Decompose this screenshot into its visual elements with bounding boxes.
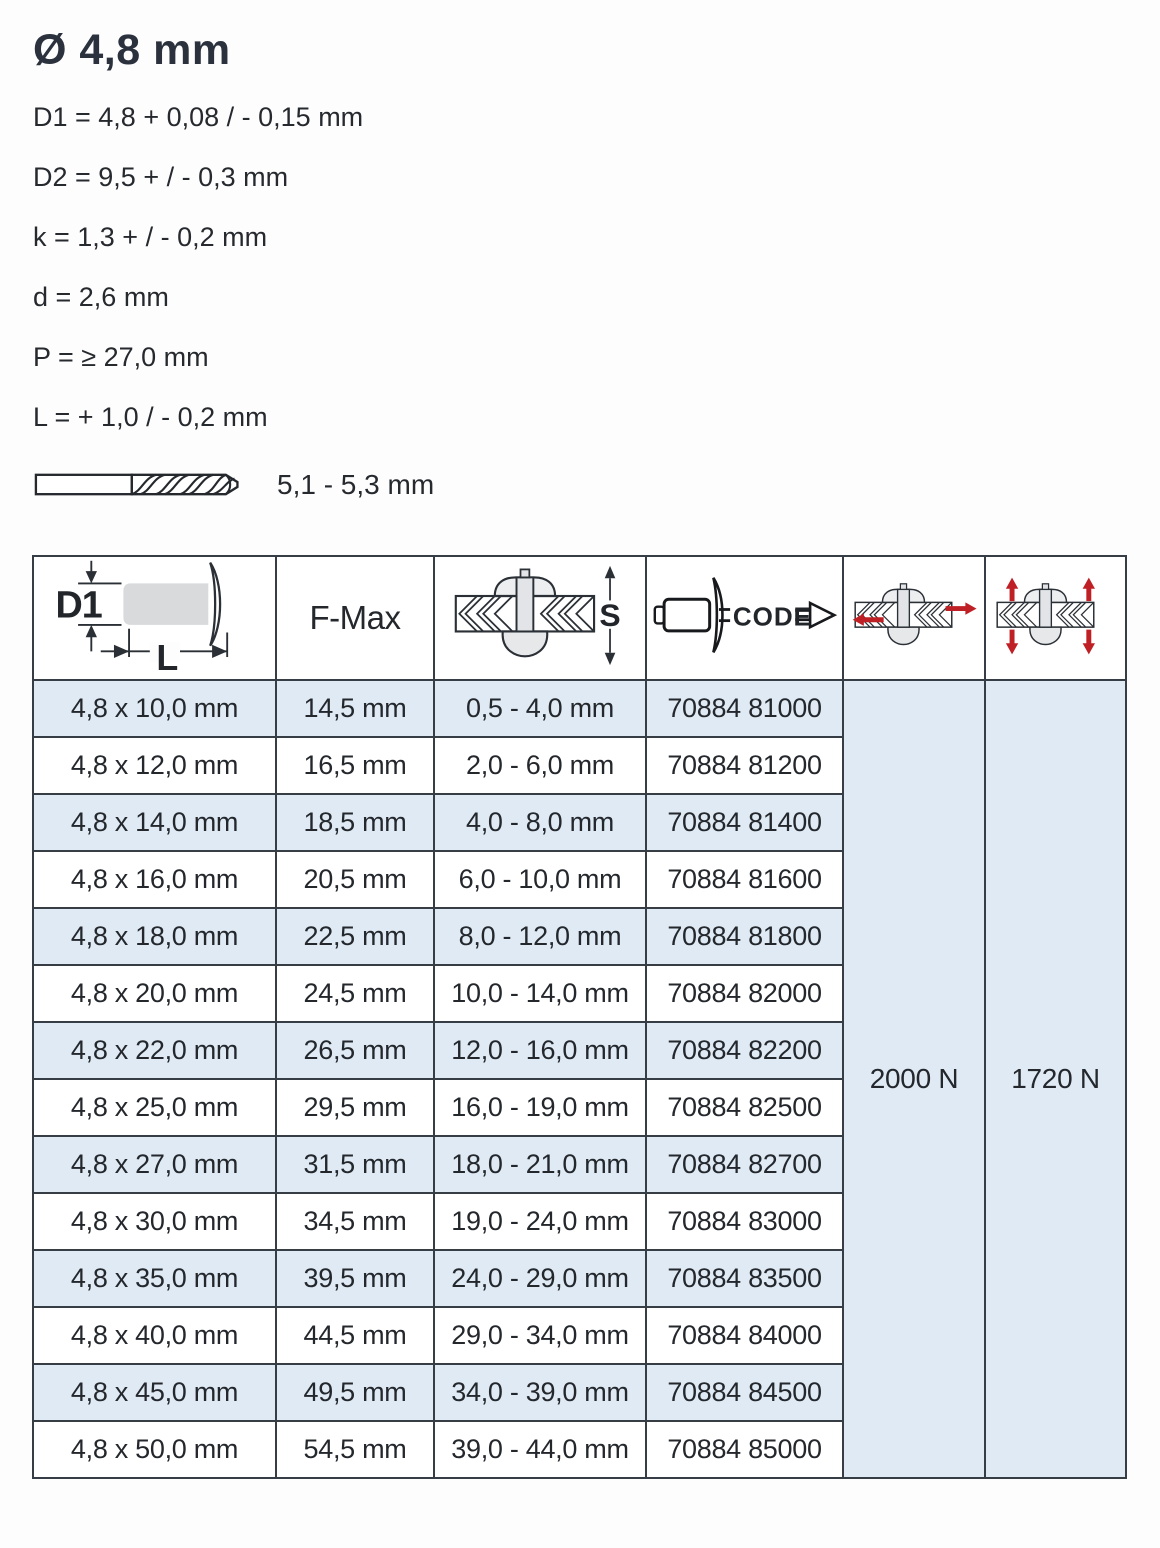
cell-fmax: 24,5 mm xyxy=(276,965,434,1022)
spec-line: d = 2,6 mm xyxy=(33,282,169,312)
cell-size: 4,8 x 22,0 mm xyxy=(33,1022,276,1079)
drill-size-label: 5,1 - 5,3 mm xyxy=(277,468,435,500)
spec-line: k = 1,3 + / - 0,2 mm xyxy=(33,222,268,252)
cell-fmax: 31,5 mm xyxy=(276,1136,434,1193)
cell-code: 70884 82000 xyxy=(646,965,843,1022)
svg-text:D1: D1 xyxy=(54,583,102,626)
spec-line: D1 = 4,8 + 0,08 / - 0,15 mm xyxy=(33,102,364,132)
cell-grip: 39,0 - 44,0 mm xyxy=(434,1421,646,1478)
header-code-diagram xyxy=(646,556,843,680)
svg-text:S: S xyxy=(599,597,621,634)
cell-fmax: 16,5 mm xyxy=(276,737,434,794)
rivet-dimension-icon xyxy=(44,557,266,674)
cell-fmax: 49,5 mm xyxy=(276,1364,434,1421)
cell-code: 70884 81200 xyxy=(646,737,843,794)
header-shear-strength-diagram xyxy=(843,556,985,680)
cell-code: 70884 84000 xyxy=(646,1307,843,1364)
shear-strength-cell: 2000 N xyxy=(843,680,985,1478)
cell-grip: 18,0 - 21,0 mm xyxy=(434,1136,646,1193)
cell-grip: 12,0 - 16,0 mm xyxy=(434,1022,646,1079)
svg-text:CODE: CODE xyxy=(732,600,812,631)
table-header xyxy=(33,556,1126,680)
cell-fmax: 54,5 mm xyxy=(276,1421,434,1478)
header-tensile-strength-diagram xyxy=(985,556,1126,680)
rivet-spec-table xyxy=(32,555,1127,1479)
cell-code: 70884 83000 xyxy=(646,1193,843,1250)
cell-fmax: 22,5 mm xyxy=(276,908,434,965)
cell-fmax: 34,5 mm xyxy=(276,1193,434,1250)
cell-code: 70884 84500 xyxy=(646,1364,843,1421)
rivet-code-icon xyxy=(652,568,838,664)
table-body xyxy=(33,680,1126,1478)
cell-grip: 24,0 - 29,0 mm xyxy=(434,1250,646,1307)
drill-bit-icon xyxy=(33,462,251,507)
cell-grip: 19,0 - 24,0 mm xyxy=(434,1193,646,1250)
spec-line: D2 = 9,5 + / - 0,3 mm xyxy=(33,162,289,192)
cell-fmax: 29,5 mm xyxy=(276,1079,434,1136)
cell-size: 4,8 x 30,0 mm xyxy=(33,1193,276,1250)
header-fmax xyxy=(276,556,434,680)
cell-grip: 2,0 - 6,0 mm xyxy=(434,737,646,794)
header-dimension-diagram xyxy=(33,556,276,680)
cell-code: 70884 81000 xyxy=(646,680,843,737)
cell-fmax: 20,5 mm xyxy=(276,851,434,908)
cell-grip: 16,0 - 19,0 mm xyxy=(434,1079,646,1136)
tensile-strength-icon xyxy=(991,560,1121,672)
cell-code: 70884 82500 xyxy=(646,1079,843,1136)
cell-fmax: 26,5 mm xyxy=(276,1022,434,1079)
cell-fmax: 44,5 mm xyxy=(276,1307,434,1364)
cell-code: 70884 82200 xyxy=(646,1022,843,1079)
svg-text:L: L xyxy=(155,638,178,674)
shear-strength-icon xyxy=(849,560,979,672)
cell-size: 4,8 x 27,0 mm xyxy=(33,1136,276,1193)
cell-size: 4,8 x 35,0 mm xyxy=(33,1250,276,1307)
cell-code: 70884 85000 xyxy=(646,1421,843,1478)
table-row xyxy=(33,680,1126,737)
cell-code: 70884 81800 xyxy=(646,908,843,965)
cell-grip: 4,0 - 8,0 mm xyxy=(434,794,646,851)
grip-range-icon xyxy=(442,557,638,674)
cell-grip: 6,0 - 10,0 mm xyxy=(434,851,646,908)
cell-code: 70884 81600 xyxy=(646,851,843,908)
cell-size: 4,8 x 50,0 mm xyxy=(33,1421,276,1478)
spec-list xyxy=(33,102,434,433)
cell-size: 4,8 x 20,0 mm xyxy=(33,965,276,1022)
cell-grip: 34,0 - 39,0 mm xyxy=(434,1364,646,1421)
spec-line: P = ≥ 27,0 mm xyxy=(33,342,209,372)
cell-grip: 8,0 - 12,0 mm xyxy=(434,908,646,965)
fmax-label: F-Max xyxy=(309,599,401,636)
cell-size: 4,8 x 10,0 mm xyxy=(33,680,276,737)
cell-fmax: 18,5 mm xyxy=(276,794,434,851)
cell-grip: 0,5 - 4,0 mm xyxy=(434,680,646,737)
cell-size: 4,8 x 45,0 mm xyxy=(33,1364,276,1421)
cell-grip: 29,0 - 34,0 mm xyxy=(434,1307,646,1364)
cell-size: 4,8 x 16,0 mm xyxy=(33,851,276,908)
cell-size: 4,8 x 18,0 mm xyxy=(33,908,276,965)
spec-line: L = + 1,0 / - 0,2 mm xyxy=(33,402,268,432)
cell-code: 70884 82700 xyxy=(646,1136,843,1193)
cell-size: 4,8 x 40,0 mm xyxy=(33,1307,276,1364)
spec-section xyxy=(33,26,434,507)
cell-fmax: 39,5 mm xyxy=(276,1250,434,1307)
cell-grip: 10,0 - 14,0 mm xyxy=(434,965,646,1022)
page-title: Ø 4,8 mm xyxy=(33,26,231,74)
cell-code: 70884 83500 xyxy=(646,1250,843,1307)
cell-code: 70884 81400 xyxy=(646,794,843,851)
cell-size: 4,8 x 12,0 mm xyxy=(33,737,276,794)
header-grip-range-diagram xyxy=(434,556,646,680)
drill-row xyxy=(33,462,434,507)
cell-size: 4,8 x 14,0 mm xyxy=(33,794,276,851)
tensile-strength-cell: 1720 N xyxy=(985,680,1126,1478)
cell-fmax: 14,5 mm xyxy=(276,680,434,737)
cell-size: 4,8 x 25,0 mm xyxy=(33,1079,276,1136)
